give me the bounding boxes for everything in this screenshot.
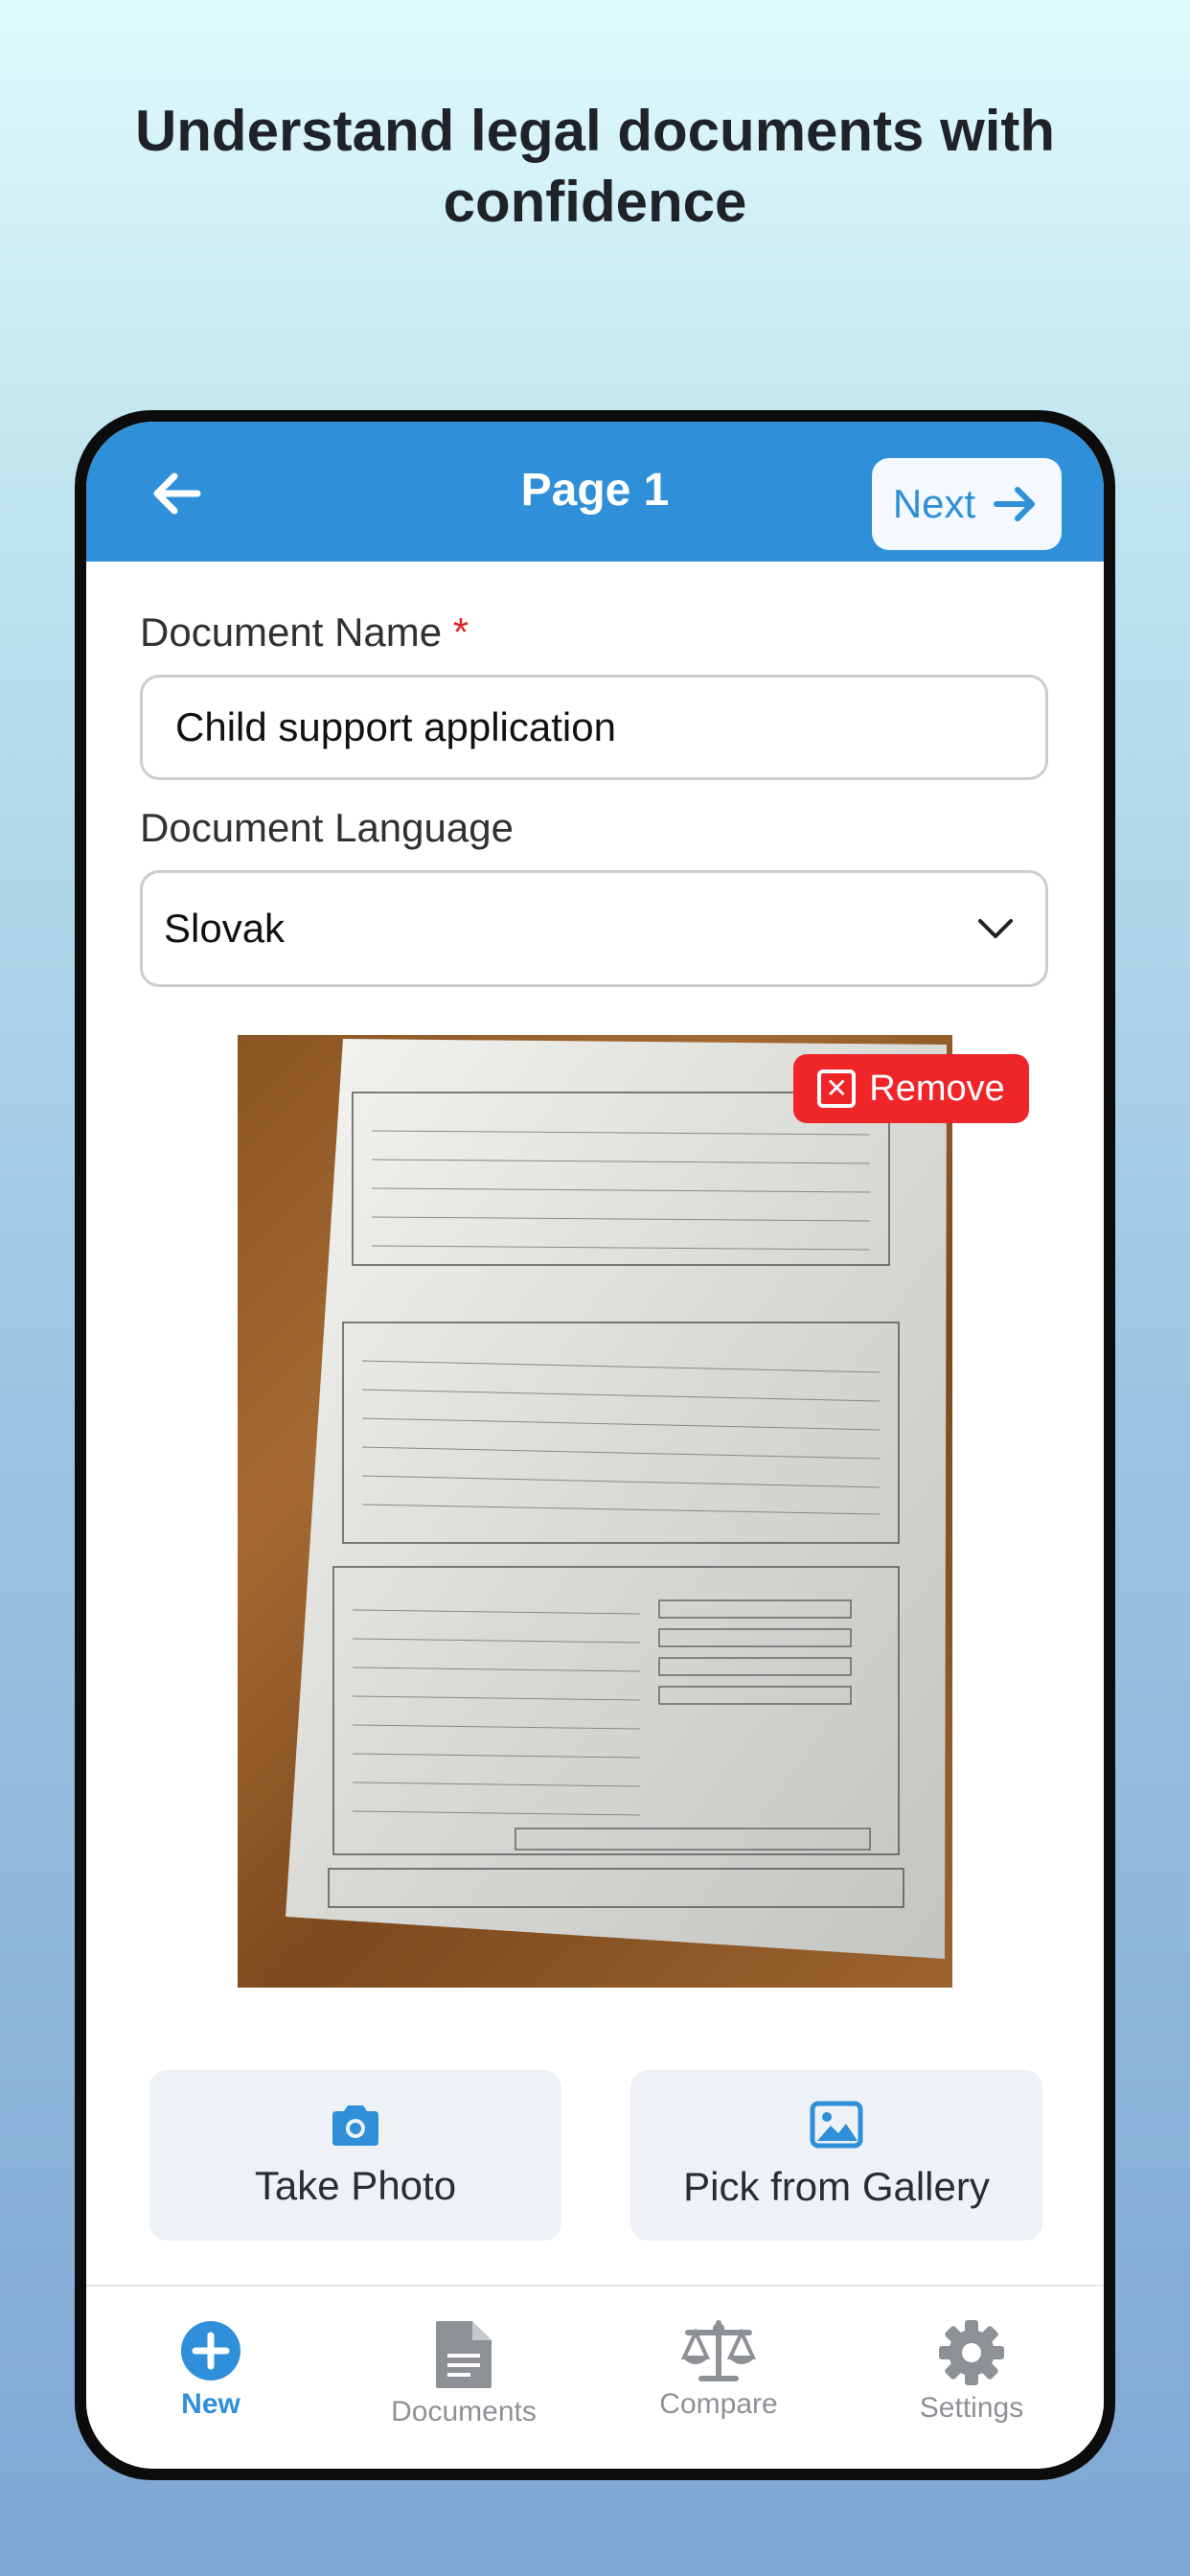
tab-compare[interactable] <box>613 2319 824 2421</box>
pick-from-gallery-label: Pick from Gallery <box>683 2164 990 2209</box>
headline-line-1: Understand legal documents with <box>134 99 1056 163</box>
chevron-down-icon <box>974 908 1017 950</box>
close-icon: ✕ <box>817 1070 856 1108</box>
document-name-label <box>140 610 469 656</box>
arrow-right-icon <box>989 478 1041 530</box>
document-sheet-image <box>238 1035 952 1988</box>
pick-from-gallery-button[interactable] <box>630 2070 1042 2241</box>
next-button-label: Next <box>892 481 976 526</box>
app-bar <box>86 422 1104 562</box>
tab-new[interactable] <box>105 2319 316 2421</box>
tab-new-label: New <box>181 2388 240 2420</box>
gear-icon <box>938 2319 1005 2386</box>
required-mark: * <box>452 610 469 655</box>
app-screen <box>86 422 1104 2469</box>
page-title: Page 1 <box>520 465 670 516</box>
take-photo-label: Take Photo <box>254 2163 457 2208</box>
tab-compare-label: Compare <box>659 2388 778 2420</box>
tab-settings[interactable] <box>866 2319 1077 2425</box>
tab-settings-label: Settings <box>919 2392 1024 2424</box>
headline-line-2: confidence <box>443 170 747 234</box>
next-button[interactable] <box>872 458 1062 550</box>
document-name-value: Child support application <box>175 704 616 749</box>
scales-icon <box>678 2319 759 2382</box>
remove-button-label: Remove <box>869 1068 1005 1109</box>
tab-documents[interactable] <box>358 2319 569 2428</box>
bottom-tab-bar <box>86 2285 1104 2469</box>
document-name-label-text: Document Name <box>140 610 443 655</box>
remove-photo-button[interactable] <box>793 1054 1029 1123</box>
phone-frame <box>75 410 1115 2480</box>
tab-documents-label: Documents <box>391 2396 537 2427</box>
document-language-value: Slovak <box>164 906 286 951</box>
document-language-select[interactable] <box>140 870 1048 987</box>
headline <box>0 96 1190 238</box>
plus-circle-icon <box>179 2319 242 2382</box>
image-icon <box>810 2101 863 2149</box>
take-photo-button[interactable] <box>149 2070 561 2241</box>
camera-icon <box>329 2102 382 2148</box>
document-language-label: Document Language <box>140 805 514 850</box>
document-name-input[interactable] <box>140 675 1048 780</box>
document-photo <box>238 1035 952 1988</box>
document-icon <box>432 2319 495 2390</box>
